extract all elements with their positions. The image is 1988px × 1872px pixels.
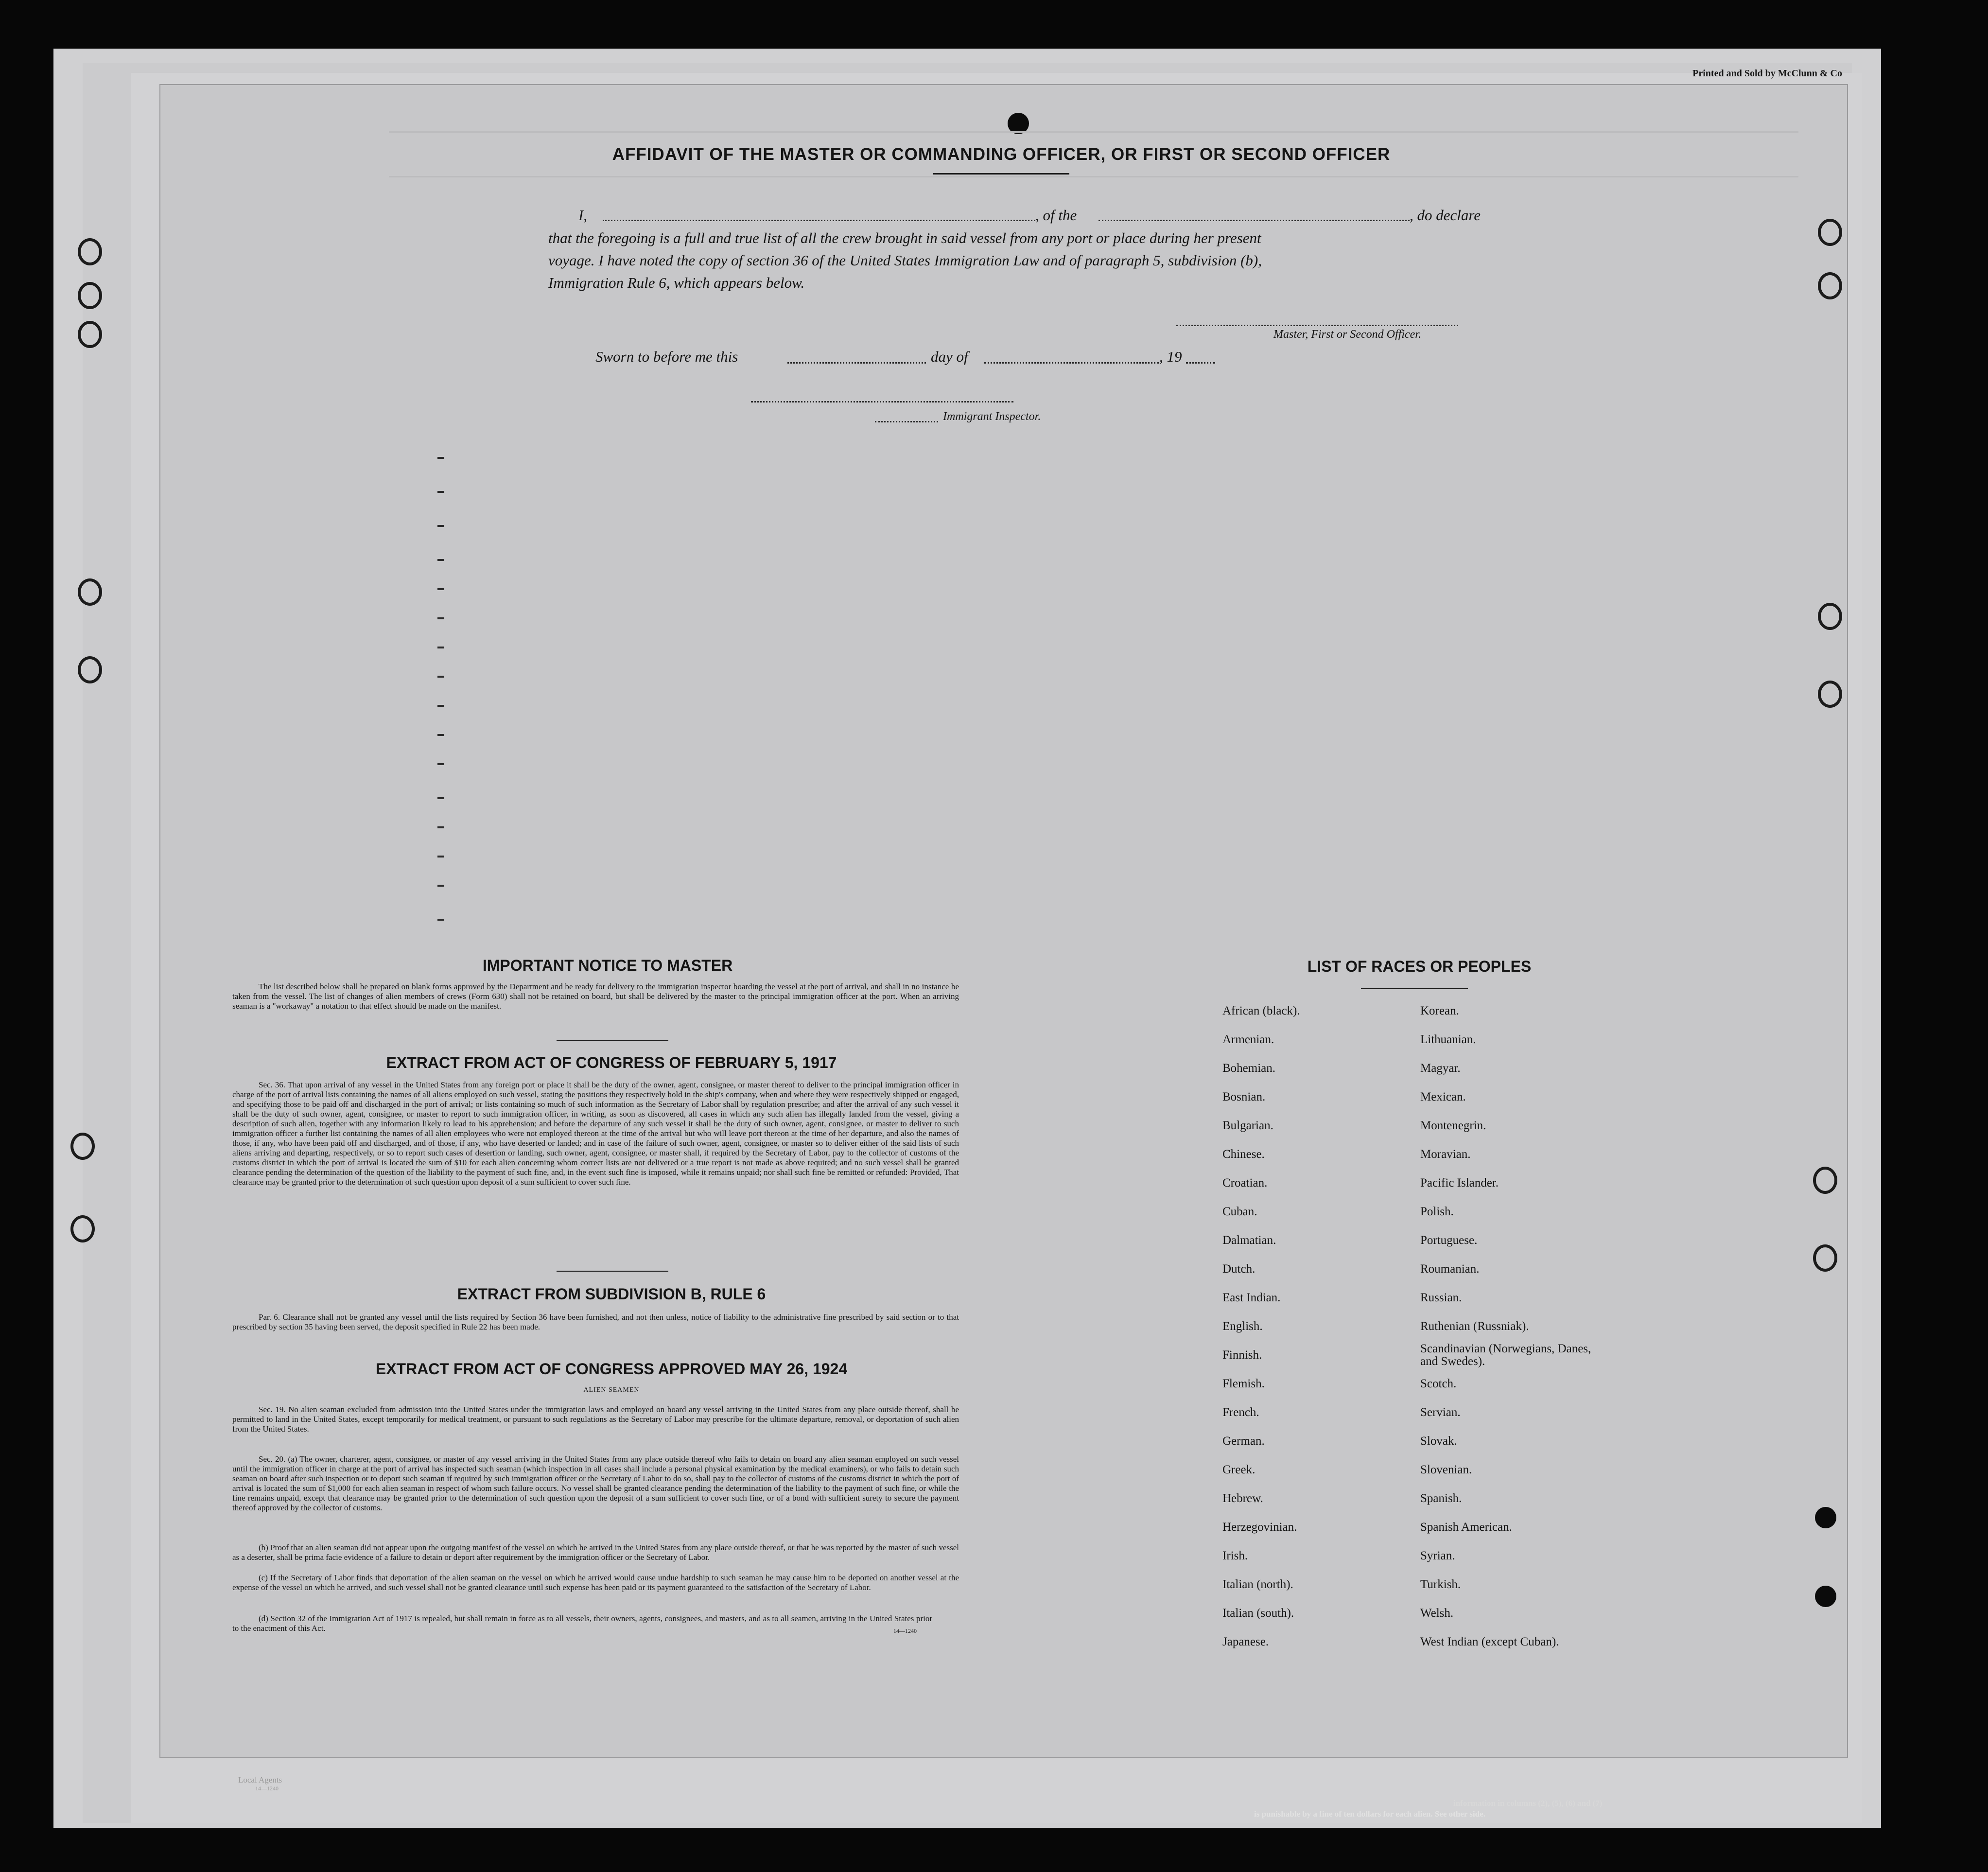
race-item: Scandinavian (Norwegians, Danes, and Swedes). <box>1420 1342 1591 1368</box>
binder-ring <box>1818 681 1842 708</box>
binder-ring <box>70 1133 95 1160</box>
race-item: Greek. <box>1222 1463 1256 1476</box>
punch-hole <box>1815 1586 1836 1607</box>
row-tick <box>437 588 444 590</box>
printer-credit: Printed and Sold by McClunn & Co <box>1692 68 1842 79</box>
race-item: Slovak. <box>1420 1435 1457 1448</box>
extract-1917-title: EXTRACT FROM ACT OF CONGRESS OF FEBRUARY 5, 1917 <box>386 1054 837 1071</box>
affidavit-title: AFFIDAVIT OF THE MASTER OR COMMANDING OFFICER, OR FIRST OR SECOND OFFICER <box>612 145 1391 164</box>
affiant-label: I, <box>578 207 588 224</box>
of-the-label: , of the <box>1035 207 1077 224</box>
extract-form-number: 14—1240 <box>893 1627 917 1634</box>
master-signature-caption: Master, First or Second Officer. <box>1273 328 1421 341</box>
affiant-name-field[interactable] <box>603 220 1035 221</box>
row-tick <box>437 676 444 678</box>
race-item: Japanese. <box>1222 1635 1269 1648</box>
race-item: Dutch. <box>1222 1262 1256 1276</box>
sec19-text: Sec. 19. No alien seaman excluded from admission into the United States under the immigration laws and employed on board any vessel arriving in the United States from any place outside thereof, shall be permitted to land in the United States, except temporarily for medical treatment, or pursuant to such regulations as the Secretary of Labor may prescribe for the ultimate departure, removal, or deportation of such alien from the United States. <box>232 1405 959 1434</box>
bleed-through-rule <box>389 131 1798 133</box>
races-title-rule <box>1361 988 1468 989</box>
race-item: West Indian (except Cuban). <box>1420 1635 1559 1648</box>
race-item: Armenian. <box>1222 1033 1274 1046</box>
race-item: German. <box>1222 1435 1265 1448</box>
race-item: Flemish. <box>1222 1377 1265 1390</box>
race-item: Cuban. <box>1222 1205 1257 1218</box>
footer-line-2: is punishable by a fine of ten dollars for each alien. See other side. <box>1254 1809 1485 1819</box>
row-tick <box>437 647 444 648</box>
binder-ring <box>78 282 102 309</box>
race-item: Bulgarian. <box>1222 1119 1273 1132</box>
race-item: Montenegrin. <box>1420 1119 1486 1132</box>
row-tick <box>437 797 444 799</box>
race-item: Turkish. <box>1420 1578 1461 1591</box>
race-item: Chinese. <box>1222 1148 1265 1161</box>
do-declare-label: , do declare <box>1410 207 1481 224</box>
sworn-year-field[interactable] <box>1186 362 1215 364</box>
race-item: Portuguese. <box>1420 1234 1478 1247</box>
bleed-through-rule <box>389 176 1798 177</box>
sec20d-text: (d) Section 32 of the Immigration Act of 1917 is repealed, but shall remain in force as to all vessels, their owners, agents, consignees, and masters, and as to all seamen, arriving in the United States prior to the enactment of this Act. <box>232 1614 932 1633</box>
affidavit-body-line-1: that the foregoing is a full and true list of all the crew brought in said vessel from any port or place during her present <box>548 229 1261 246</box>
race-item: Italian (north). <box>1222 1578 1293 1591</box>
sec20c-text: (c) If the Secretary of Labor finds that deportation of the alien seaman on the vessel on which he arrived would cause undue hardship to such seaman he may cause him to be deported on another vessel at the expense of the vessel on which he arrived, and such vessel shall not be granted clearance until such expense has been paid or its payment guaranteed to the satisfaction of the Secretary of Labor. <box>232 1573 959 1592</box>
binder-ring <box>78 656 102 683</box>
row-tick <box>437 705 444 707</box>
race-item: Irish. <box>1222 1549 1248 1562</box>
race-item: Ruthenian (Russniak). <box>1420 1320 1529 1333</box>
local-agents-label: Local Agents <box>238 1775 282 1785</box>
sworn-day-field[interactable] <box>787 362 926 364</box>
sworn-label: Sworn to before me this <box>595 348 738 365</box>
vessel-name-field[interactable] <box>1099 220 1410 221</box>
race-item: Lithuanian. <box>1420 1033 1476 1046</box>
extract-rule6-title: EXTRACT FROM SUBDIVISION B, RULE 6 <box>457 1285 766 1303</box>
binder-ring <box>78 238 102 265</box>
master-signature-field[interactable] <box>1176 325 1458 326</box>
race-item: French. <box>1222 1406 1259 1419</box>
affidavit-body-line-2: voyage. I have noted the copy of section 36 of the United States Immigration Law and of paragraph 5, subdivision (b), <box>548 252 1262 269</box>
section-divider <box>557 1271 668 1272</box>
race-item: Scotch. <box>1420 1377 1457 1390</box>
race-item: Syrian. <box>1420 1549 1455 1562</box>
race-item: Mexican. <box>1420 1090 1466 1103</box>
race-item: Roumanian. <box>1420 1262 1480 1276</box>
row-tick <box>437 734 444 736</box>
race-item: Pacific Islander. <box>1420 1176 1499 1190</box>
race-item: Spanish. <box>1420 1492 1462 1505</box>
notice-text: The list described below shall be prepared on blank forms approved by the Department and be ready for delivery to the immigration inspector boarding the vessel at the port of arrival, and shall in no instance be taken from the vessel. The list of changes of alien members of crews (Form 630) shall not be retained on board, but shall be delivered by the master to the principal immigration officer at the port. When an arriving seaman is a "workaway" a notation to that effect should be made on the manifest. <box>232 982 959 1011</box>
extract-1924-title: EXTRACT FROM ACT OF CONGRESS APPROVED MAY 26, 1924 <box>375 1360 848 1378</box>
binder-ring <box>70 1215 95 1242</box>
race-item: Bohemian. <box>1222 1062 1276 1075</box>
row-tick <box>437 919 444 921</box>
row-tick <box>437 559 444 561</box>
race-item: Croatian. <box>1222 1176 1268 1190</box>
binder-ring <box>78 321 102 348</box>
race-item: Bosnian. <box>1222 1090 1266 1103</box>
row-tick <box>437 457 444 459</box>
sec20b-text: (b) Proof that an alien seaman did not appear upon the outgoing manifest of the vessel on which he arrived in the United States from any place outside thereof, or that he was reported by the master of such vessel as a deserter, shall be prima facie evidence of a failure to detain or deport after requirement by the immigration officer or the Secretary of Labor. <box>232 1543 959 1562</box>
sec20a-text: Sec. 20. (a) The owner, charterer, agent, consignee, or master of any vessel arriving in the United States from any place outside thereof who fails to detain on board any alien seaman employed on such vessel until the immigration officer in charge at the port of arrival has inspected such seaman (which inspection in all cases shall include a personal physical examination by the medical examiners), or who fails to detain such seaman on board after such inspection or to deport such seaman if required by such immigration officer or the Secretary of Labor to do so, shall pay to the collector of customs of the customs district in which the port of arrival is located the sum of $1,000 for each alien seaman in respect of whom such failure occurs. No vessel shall be granted clearance pending the determination of the liability to the payment of such fine, or while the fine remains unpaid, except that clearance may be granted prior to the determination of such question upon the deposit of a sum sufficient to cover such fine, or of a bond with sufficient surety to secure the payment thereof approved by the collector of customs. <box>232 1454 959 1512</box>
race-item: English. <box>1222 1320 1263 1333</box>
punch-hole <box>1815 1507 1836 1528</box>
year-label: , 19 <box>1159 348 1182 365</box>
race-item: Magyar. <box>1420 1062 1461 1075</box>
title-rule <box>933 173 1069 175</box>
binder-ring <box>1813 1167 1837 1194</box>
row-tick <box>437 491 444 493</box>
inspector-signature-field-2[interactable] <box>875 421 938 422</box>
race-item: Hebrew. <box>1222 1492 1263 1505</box>
race-item: Welsh. <box>1420 1607 1454 1620</box>
binder-ring <box>78 578 102 606</box>
binder-ring <box>1818 272 1842 299</box>
race-item: Finnish. <box>1222 1348 1262 1362</box>
row-tick <box>437 826 444 828</box>
row-tick <box>437 763 444 765</box>
row-tick <box>437 885 444 887</box>
extract-rule6-text: Par. 6. Clearance shall not be granted any vessel until the lists required by Section 36 have been furnished, and not then unless, notice of liability to the administrative fine prescribed by said section or to that prescribed by section 35 having been served, the deposit specified in Rule 22 has been made. <box>232 1312 959 1331</box>
notice-title: IMPORTANT NOTICE TO MASTER <box>482 957 733 974</box>
race-item: Dalmatian. <box>1222 1234 1276 1247</box>
alien-seamen-subtitle: ALIEN SEAMEN <box>583 1386 640 1394</box>
extract-1917-text: Sec. 36. That upon arrival of any vessel in the United States from any foreign port or place it shall be the duty of the owner, agent, consignee, or master thereof to deliver to the principal immigration officer in charge of the port of arrival lists containing the names of all aliens employed on such vessel, stating the positions they respectively hold in the ship's company, when and where they were respectively shipped or engaged, and specifying those to be paid off and discharged in the port of arrival; or lists containing so much of such information as the Secretary of Labor shall by regulation prescribe; and after the arrival of any such vessel it shall be the duty of such owner, agent, consignee, or master to report to such immigration officer, in writing, as soon as discovered, all cases in which any such alien has illegally landed from the vessel, giving a description of such alien, together with any information likely to lead to his apprehension; and before the departure of any such vessel it shall be the duty of such owner, agent, consignee, or master to deliver to such immigration officer a further list containing the names of all alien employees who were not employed thereon at the time of the arrival but who will leave port thereon at the time of her departure, and also the names of those, if any, who have been paid off and discharged, and of those, if any, who have deserted or landed; and in case of the failure of such owner, agent, consignee, or master so to deliver either of the said lists of such aliens arriving and departing, respectively, or so to report such cases of desertion or landing, such owner, agent, consignee, or master shall, if required by the Secretary of Labor, pay to the collector of customs of the customs district in which the port of arrival is located the sum of $10 for each alien concerning whom correct lists are not delivered or a true report is not made as above required; and no such vessel shall be granted clearance pending the determination of the question of the liability to the payment of such fine, and, in the event such fine is imposed, while it remains unpaid; nor shall such fine be remitted or refunded: Provided, That clearance may be granted prior to the determination of such question upon deposit of a sum sufficient to cover such fine. <box>232 1080 959 1187</box>
inspector-signature-field[interactable] <box>751 401 1013 402</box>
race-item: Moravian. <box>1420 1148 1471 1161</box>
race-item: Russian. <box>1420 1291 1462 1304</box>
footer-line-1: information in columns (2), (5), (6) and (7) <box>1453 1799 1603 1808</box>
races-title: LIST OF RACES OR PEOPLES <box>1307 958 1532 975</box>
day-of-label: day of <box>931 348 968 365</box>
row-tick <box>437 617 444 619</box>
race-item: Polish. <box>1420 1205 1454 1218</box>
race-item: Slovenian. <box>1420 1463 1472 1476</box>
binder-ring <box>1818 603 1842 630</box>
footer-form-number: 14—1240 <box>255 1785 279 1792</box>
row-tick <box>437 856 444 857</box>
affidavit-body-line-3: Immigration Rule 6, which appears below. <box>548 274 805 291</box>
race-item: Herzegovinian. <box>1222 1521 1297 1534</box>
race-item: Italian (south). <box>1222 1607 1294 1620</box>
race-item: Servian. <box>1420 1406 1461 1419</box>
race-item: Korean. <box>1420 1004 1459 1017</box>
binder-ring <box>1818 219 1842 246</box>
row-tick <box>437 525 444 527</box>
binder-ring <box>1813 1244 1837 1272</box>
race-item: African (black). <box>1222 1004 1300 1017</box>
section-divider <box>557 1040 668 1041</box>
race-item: Spanish American. <box>1420 1521 1512 1534</box>
inspector-caption: Immigrant Inspector. <box>943 410 1041 423</box>
sworn-month-field[interactable] <box>984 362 1159 364</box>
race-item: East Indian. <box>1222 1291 1281 1304</box>
